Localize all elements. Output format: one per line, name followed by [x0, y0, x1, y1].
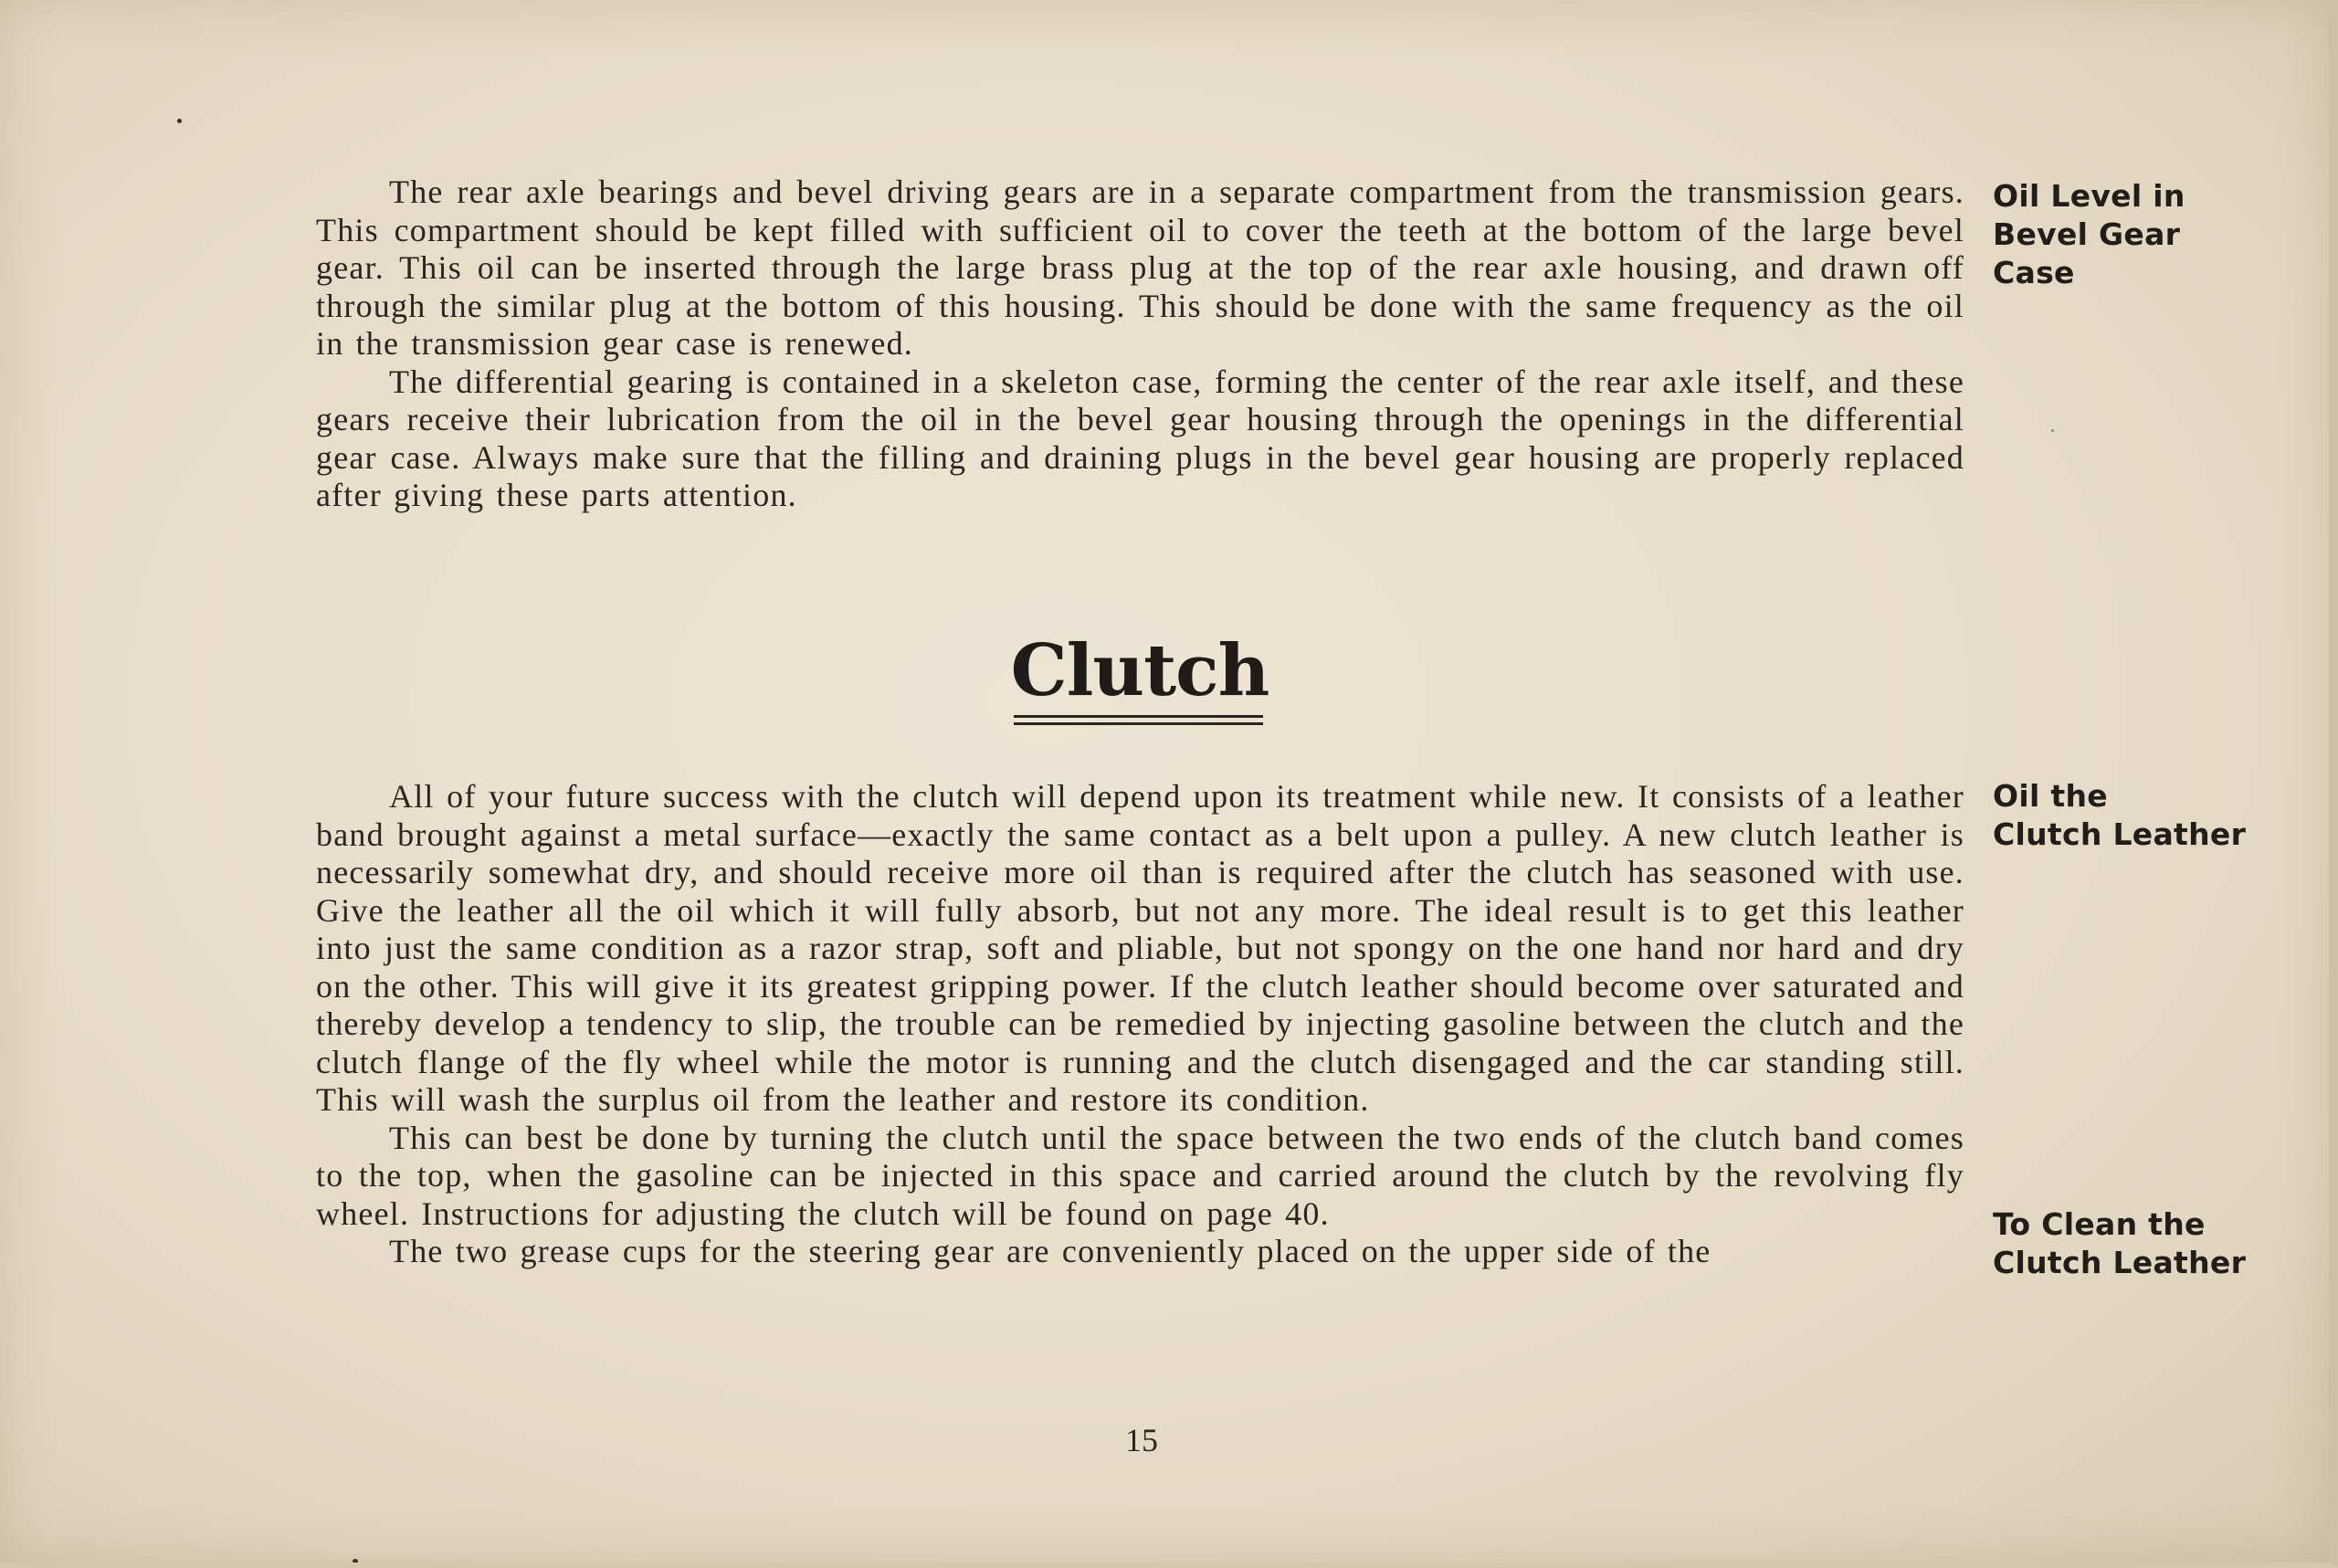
margin-note-line: To Clean the	[1993, 1206, 2206, 1242]
margin-note-line: Oil the	[1993, 778, 2108, 814]
margin-note-line: Case	[1993, 255, 2075, 290]
margin-note-oil-level	[1993, 177, 2285, 292]
margin-note-oil-clutch	[1993, 777, 2285, 854]
section-heading: Clutch	[1010, 629, 1269, 712]
paper-speck	[353, 1559, 358, 1563]
paragraph-differential: The differential gearing is contained in a skeleton case, forming the center of the rear axle itself, and these gears receive their lubrication from the oil in the bevel gear housing through the openings in the differential gear case. Always make sure that the filling and draining plugs in the bevel gear housing are properly replaced after giving these parts attention.	[316, 363, 1964, 513]
paragraph-grease-cups: The two grease cups for the steering gear are conveniently placed on the upper side of the	[389, 1233, 1711, 1269]
margin-note-line: Bevel Gear	[1993, 216, 2181, 252]
body-text-bottom	[316, 778, 1964, 1271]
heading-double-rule	[1014, 715, 1263, 725]
margin-note-line: Clutch Leather	[1993, 1245, 2247, 1280]
margin-note-line: Oil Level in	[1993, 178, 2185, 214]
paragraph-clutch-cleaning: This can best be done by turning the clutch until the space between the two ends of the clutch band comes to the top, when the gasoline can be injected in this space and carried around the clutch by the revolving fly wheel. Instructions for adjusting the clutch will be found on page 40.	[316, 1119, 1964, 1232]
paragraph-clutch-treatment: All of your future success with the clutch will depend upon its treatment while new. It consists of a leather band brought against a metal surface—exactly the same contact as a belt upon a pulley. A new clutch leather is necessarily somewhat dry, and should receive more oil than is required after the clutch has seasoned with use. Give the leather all the oil which it will fully absorb, but not any more. The ideal result is to get this leather into just the same condition as a razor strap, soft and pliable, but not spongy on the one hand nor hard and dry on the other. This will give it its greatest gripping power. If the clutch leather should become over saturated and thereby develop a tendency to slip, the trouble can be remedied by injecting gasoline between the clutch and the clutch flange of the fly wheel while the motor is running and the clutch disengaged and the car standing still. This will wash the surplus oil from the leather and restore its condition.	[316, 778, 1964, 1118]
margin-note-clean-clutch	[1993, 1205, 2285, 1282]
page-number: 15	[1125, 1422, 1158, 1458]
paragraph-rear-axle: The rear axle bearings and bevel driving gears are in a separate compartment from the transmission gears. This compartment should be kept filled with sufficient oil to cover the teeth at the bottom of the large bevel gear. This oil can be inserted through the large brass plug at the top of the rear axle housing, and drawn off through the similar plug at the bottom of this housing. This should be done with the same frequency as the oil in the transmission gear case is renewed.	[316, 174, 1964, 362]
paper-speck	[2051, 429, 2054, 432]
paper-speck	[177, 119, 182, 123]
margin-note-line: Clutch Leather	[1993, 816, 2247, 852]
body-text-top	[316, 174, 1964, 515]
